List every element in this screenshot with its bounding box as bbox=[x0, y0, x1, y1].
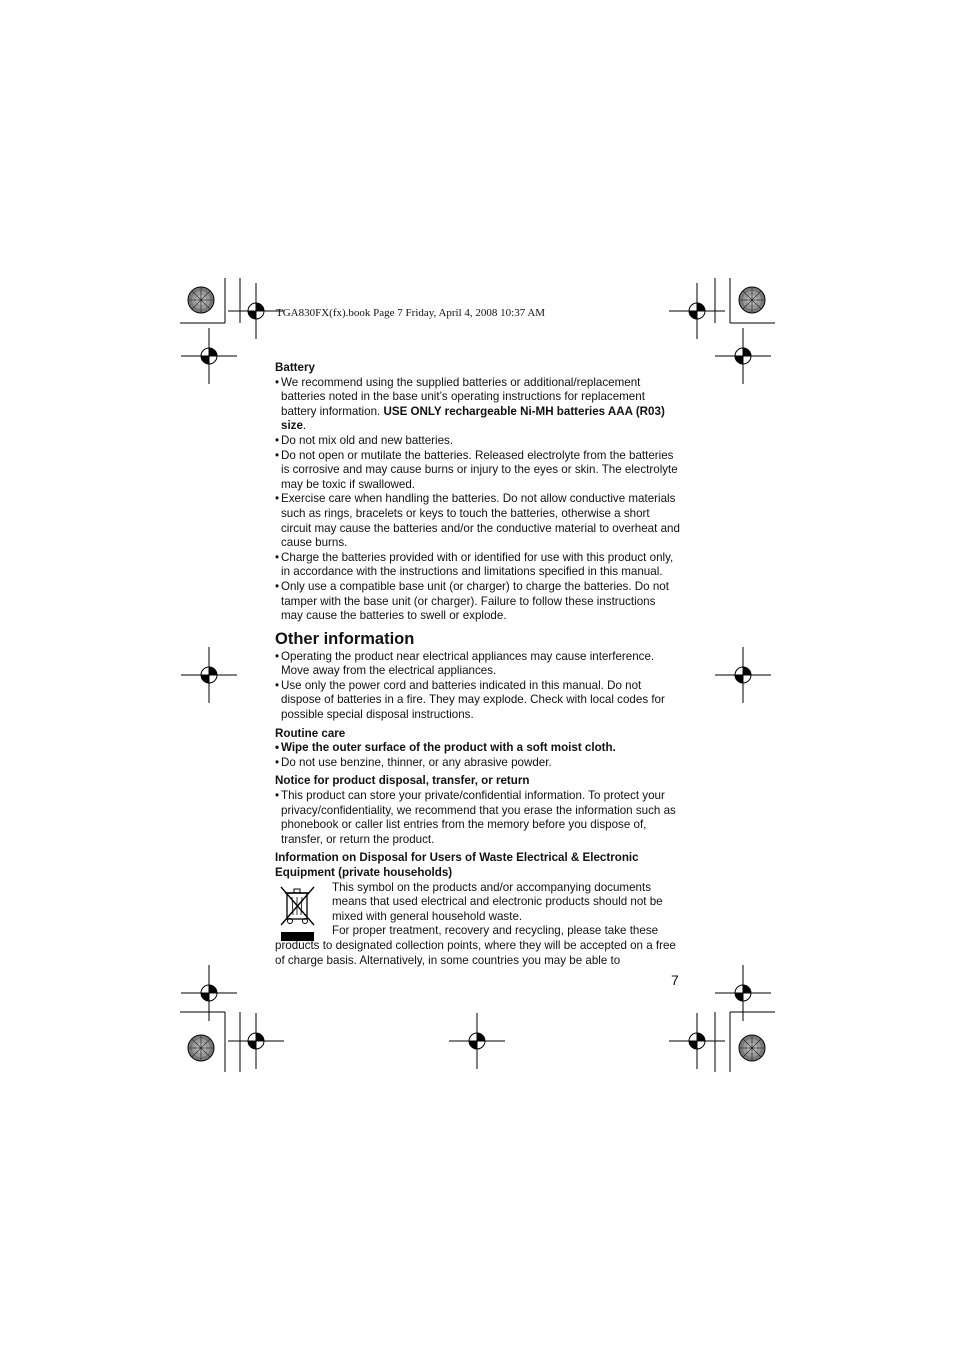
registration-mark-icon bbox=[715, 647, 771, 703]
weee-heading: Information on Disposal for Users of Waste Electrical & Electronic Equipment (private households) bbox=[275, 851, 639, 879]
battery-list bbox=[275, 376, 680, 624]
registration-mark-icon bbox=[669, 283, 725, 339]
registration-mark-icon bbox=[181, 328, 237, 384]
registration-mark-icon bbox=[669, 1013, 725, 1069]
registration-mark-icon bbox=[228, 1013, 284, 1069]
list-item: • Do not mix old and new batteries. bbox=[275, 434, 680, 449]
weee-paragraph-2: For proper treatment, recovery and recycling, please take these products to designated collection points, where they will be accepted on a free of charge basis. Alternatively, in some countries you may be able to bbox=[275, 924, 676, 967]
registration-star-icon bbox=[739, 1035, 765, 1061]
routine-care-heading: Routine care bbox=[275, 726, 346, 740]
section-title: Other information bbox=[275, 629, 415, 648]
list-item: • Operating the product near electrical appliances may cause interference. Move away from the electrical appliances. bbox=[275, 650, 680, 679]
notice-heading: Notice for product disposal, transfer, or return bbox=[275, 774, 530, 788]
list-item: • Use only the power cord and batteries indicated in this manual. Do not dispose of batteries in a fire. They may explode. Check with local codes for possible special disposal instructions. bbox=[275, 679, 680, 723]
registration-star-icon bbox=[188, 1035, 214, 1061]
list-item: • Charge the batteries provided with or identified for use with this product only, in accordance with the instructions and limitations specified in this manual. bbox=[275, 551, 680, 580]
routine-care-list bbox=[275, 741, 680, 770]
page-number: 7 bbox=[671, 972, 679, 988]
page-content bbox=[275, 361, 680, 968]
registration-mark-icon bbox=[715, 965, 771, 1021]
battery-heading: Battery bbox=[275, 361, 315, 374]
registration-star-icon bbox=[739, 287, 765, 313]
registration-mark-icon bbox=[715, 328, 771, 384]
list-item: • Only use a compatible base unit (or charger) to charge the batteries. Do not tamper with the base unit (or charger). Failure to follow these instructions may cause the batteries to swell or explode. bbox=[275, 580, 680, 624]
weee-paragraph-1: This symbol on the products and/or accompanying documents means that used electrical and electronic products should not be mixed with general household waste. bbox=[332, 880, 663, 923]
registration-mark-icon bbox=[181, 647, 237, 703]
registration-mark-icon bbox=[181, 965, 237, 1021]
weee-section bbox=[275, 881, 680, 969]
notice-list bbox=[275, 789, 680, 847]
list-item: • We recommend using the supplied batteries or additional/replacement batteries noted in the base unit’s operating instructions for replacement battery information. USE ONLY rechargeable Ni-MH batteries AAA (R03) size. bbox=[275, 376, 680, 434]
list-item: • This product can store your private/confidential information. To protect your privacy/confidentiality, we recommend that you erase the information such as phonebook or caller list entries from the memory before you dispose of, transfer, or return the product. bbox=[275, 789, 680, 847]
book-header: TGA830FX(fx).book Page 7 Friday, April 4, 2008 10:37 AM bbox=[276, 307, 546, 319]
list-item: • Do not open or mutilate the batteries. Released electrolyte from the batteries is corrosive and may cause burns or injury to the eyes or skin. The electrolyte may be toxic if swallowed. bbox=[275, 449, 680, 493]
list-item: • Exercise care when handling the batteries. Do not allow conductive materials such as rings, bracelets or keys to touch the batteries, otherwise a short circuit may cause the batteries and/or the conductive material to overheat and cause burns. bbox=[275, 492, 680, 550]
list-item: • Wipe the outer surface of the product with a soft moist cloth. bbox=[275, 741, 680, 756]
other-information-list bbox=[275, 650, 680, 723]
list-item: • Do not use benzine, thinner, or any abrasive powder. bbox=[275, 756, 680, 771]
registration-star-icon bbox=[188, 287, 214, 313]
registration-mark-icon bbox=[449, 1013, 505, 1069]
